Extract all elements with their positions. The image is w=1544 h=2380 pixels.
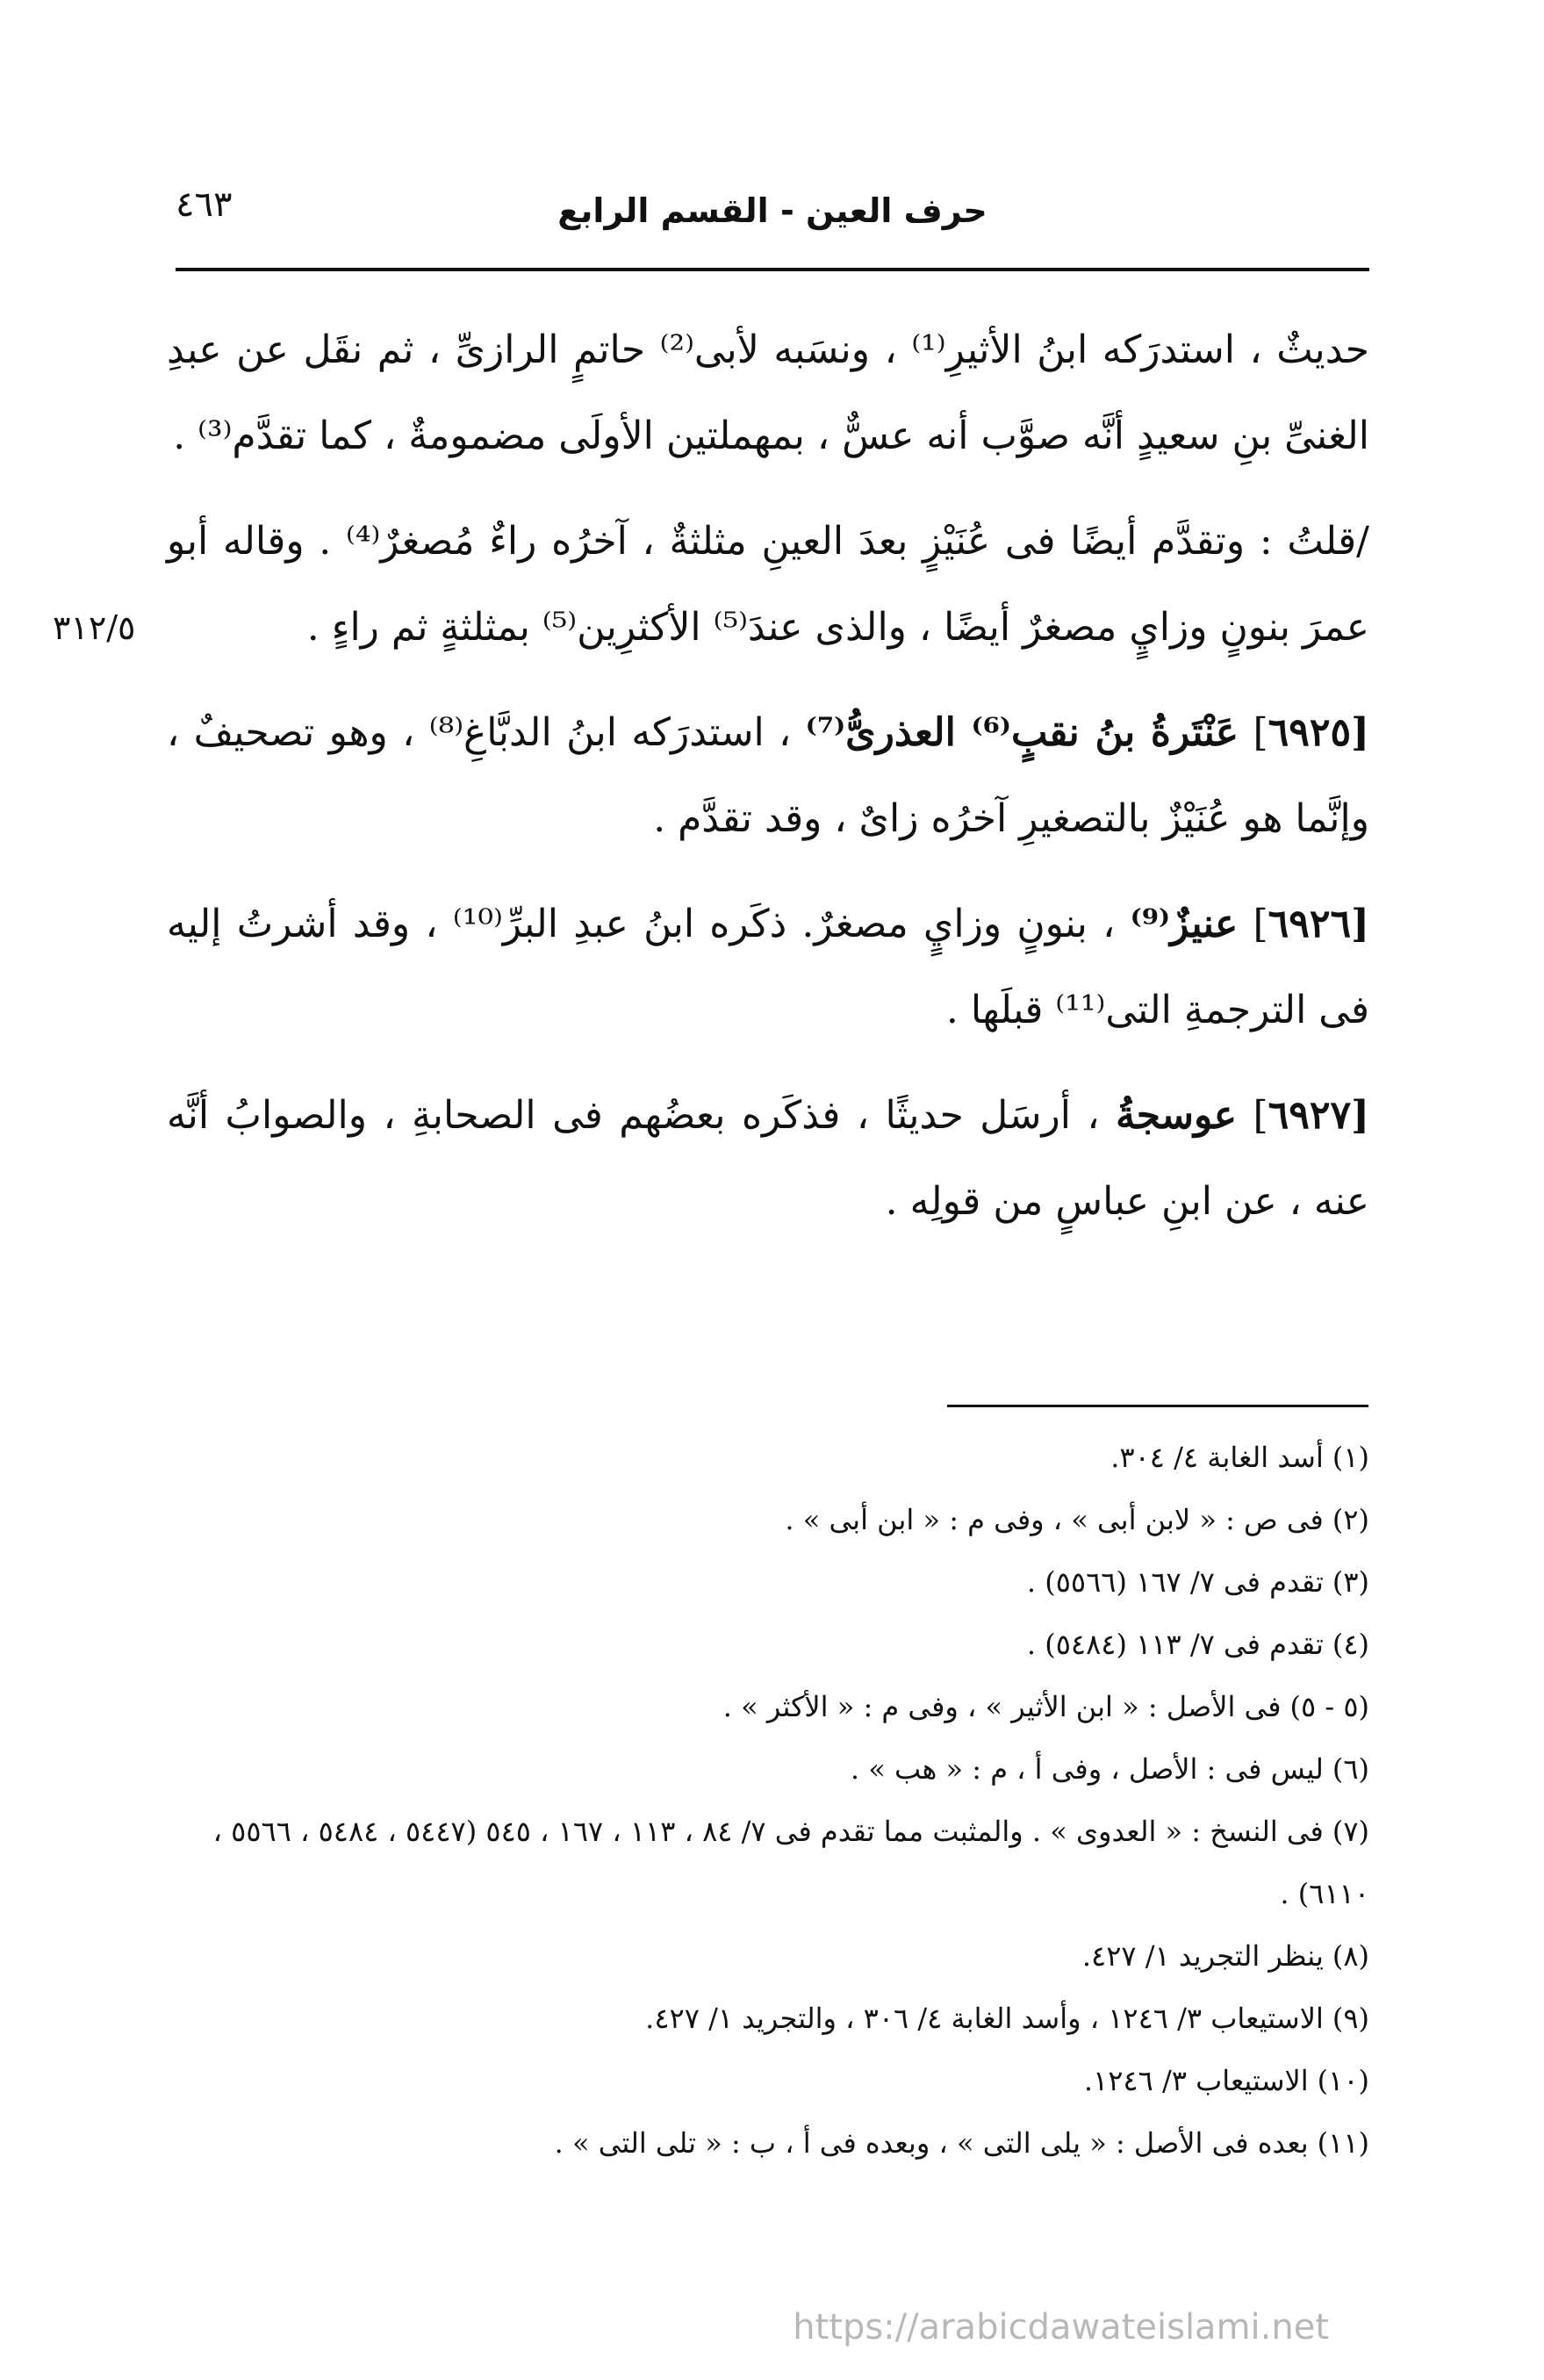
footnotes (149, 1427, 1369, 2175)
footnote-text: أسد الغابة ٤/ ٣٠٤. (1110, 1441, 1324, 1474)
footnote-number: (١) (1332, 1441, 1369, 1474)
page-number: ٤٦٣ (176, 184, 233, 225)
entry-name: عنيزٌ⁽⁹⁾ (1130, 902, 1239, 946)
entry-number: [٦٩٢٦ (1268, 902, 1369, 946)
header-rule (176, 268, 1369, 271)
footnote-text: الاستيعاب ٣/ ١٢٤٦. (1083, 2064, 1309, 2097)
entry-6926: [٦٩٢٦] عنيزٌ⁽⁹⁾ ، بنونٍ وزايٍ مصغرٌ. ذكَره ابنُ عبدِ البرِّ⁽¹⁰⁾ ، وقد أشرتُ إليه فى الترجمةِ التى⁽¹¹⁾ قبلَها . (167, 902, 1369, 1032)
footnote-number: (١١) (1317, 2126, 1369, 2160)
footnote-number: (٩) (1332, 2002, 1369, 2035)
footnote-text: تقدم فى ٧/ ١١٣ (٥٤٨٤) . (1026, 1628, 1324, 1661)
footnote (149, 1614, 1369, 1676)
entry-name: عَنْتَرةُ بنُ نقبٍ⁽⁶⁾ العذرىُّ⁽⁷⁾ (805, 710, 1239, 755)
footnote-text: بعده فى الأصل : « يلى التى » ، وبعده فى أ ، ب : « تلى التى » . (554, 2126, 1309, 2160)
footnote-text: تقدم فى ٧/ ١٦٧ (٥٥٦٦) . (1026, 1565, 1324, 1599)
main-text (167, 307, 1369, 1264)
footnote (149, 1676, 1369, 1738)
footnote (149, 1801, 1369, 1925)
footnote-text: فى النسخ : « العدوى » . والمثبت مما تقدم فى ٧/ ٨٤ ، ١١٣ ، ١٦٧ ، ٥٤٥ (٥٤٤٧ ، ٥٤٨٤ ، ٥٥٦٦ ، ٦١١٠) . (212, 1815, 1369, 1910)
entry-text: ، استدرَكه ابنُ الدبَّاغِ⁽⁸⁾ ، وهو تصحيفٌ ، وإنَّما هو عُنَيْزٌ بالتصغيرِ آخرُه زاىٌ ، وقد تقدَّم . (167, 710, 1369, 841)
entry-6927: [٦٩٢٧] عوسجةُ ، أرسَل حديثًا ، فذكَره بعضُهم فى الصحابةِ ، والصوابُ أنَّه عنه ، عن ابنِ عباسٍ من قولِه . (167, 1093, 1369, 1224)
footnote (149, 1925, 1369, 1988)
footnote-number: (٧) (1332, 1815, 1369, 1848)
footnote-number: (١٠) (1317, 2064, 1369, 2097)
footnote-number: (٥ - ٥) (1289, 1690, 1369, 1723)
footnote-number: (٤) (1332, 1628, 1369, 1661)
footnote (149, 1489, 1369, 1551)
footnote (149, 1988, 1369, 2050)
footnote (149, 1551, 1369, 1614)
entry-text: ، أرسَل حديثًا ، فذكَره بعضُهم فى الصحابةِ ، والصوابُ أنَّه عنه ، عن ابنِ عباسٍ من قولِه . (167, 1093, 1369, 1224)
footnote-number: (٦) (1332, 1752, 1369, 1786)
footnote-number: (٢) (1332, 1503, 1369, 1536)
footnote (149, 2050, 1369, 2112)
watermark-url: https://arabicdawateislami.net (793, 2307, 1329, 2348)
entry-name: عوسجةُ (1116, 1093, 1237, 1138)
footnote-text: ليس فى : الأصل ، وفى أ ، م : « هب » . (850, 1752, 1324, 1786)
entry-number: [٦٩٢٥ (1268, 710, 1369, 755)
paragraph-1: حديثٌ ، استدرَكه ابنُ الأثيرِ⁽¹⁾ ، ونسَبه لأبى⁽²⁾ حاتمٍ الرازىِّ ، ثم نقَل عن عبدِ الغنىِّ بنِ سعيدٍ أنَّه صوَّب أنه عسٌّ ، بمهملتين الأولَى مضمومةٌ ، كما تقدَّم⁽³⁾ . (167, 327, 1369, 458)
footnote-text: الاستيعاب ٣/ ١٢٤٦ ، وأسد الغابة ٤/ ٣٠٦ ، والتجريد ١/ ٤٢٧. (645, 2002, 1324, 2035)
footnote-text: فى الأصل : « ابن الأثير » ، وفى م : « الأكثر » . (722, 1690, 1282, 1723)
footnote (149, 1738, 1369, 1801)
footnote-number: (٣) (1332, 1565, 1369, 1599)
entry-6925: [٦٩٢٥] عَنْتَرةُ بنُ نقبٍ⁽⁶⁾ العذرىُّ⁽⁷⁾ ، استدرَكه ابنُ الدبَّاغِ⁽⁸⁾ ، وهو تصحيفٌ ، وإنَّما هو عُنَيْزٌ بالتصغيرِ آخرُه زاىٌ ، وقد تقدَّم . (167, 710, 1369, 841)
paragraph-2: /قلتُ : وتقدَّم أيضًا فى عُنَيْزٍ بعدَ العينِ مثلثةٌ ، آخرُه راءٌ مُصغرٌ⁽⁴⁾ . وقاله أبو عمرَ بنونٍ وزايٍ مصغرٌ أيضًا ، والذى عندَ⁽⁵⁾ الأكثرِين⁽⁵⁾ بمثلثةٍ ثم راءٍ . (167, 519, 1369, 650)
footnote (149, 2112, 1369, 2175)
footnote-rule (947, 1405, 1368, 1407)
footnote (149, 1427, 1369, 1489)
page-header (176, 176, 1369, 255)
entry-number: [٦٩٢٧ (1268, 1093, 1369, 1138)
footnote-number: (٨) (1332, 1939, 1369, 1973)
footnote-text: ينظر التجريد ١/ ٤٢٧. (1081, 1939, 1324, 1973)
running-title: حرف العين - القسم الرابع (557, 191, 987, 230)
entry-text: ، بنونٍ وزايٍ مصغرٌ. ذكَره ابنُ عبدِ البرِّ⁽¹⁰⁾ ، وقد أشرتُ إليه فى الترجمةِ التى⁽¹¹⁾ قبلَها . (167, 902, 1369, 1032)
margin-reference: ٣١٢/٥ (53, 608, 136, 647)
footnote-text: فى ص : « لابن أبى » ، وفى م : « ابن أبى » . (785, 1503, 1324, 1536)
